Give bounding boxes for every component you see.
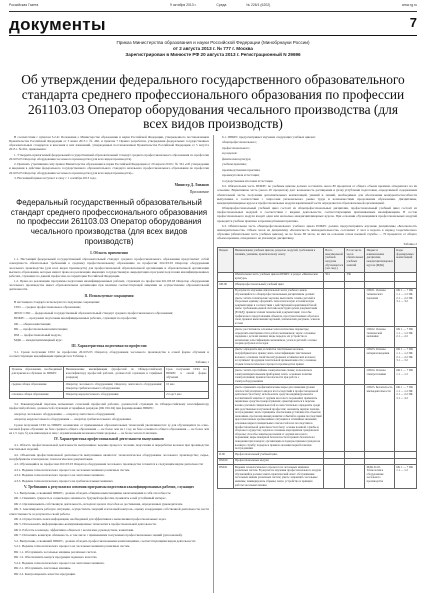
paragraph: 4.1. Область профессиональной деятельности выпускников: ведение процесса чесания, подготовки и переработки волокон при производстве текстильных изделий. bbox=[9, 443, 209, 452]
table-cell bbox=[345, 347, 365, 368]
table-cell: ОК 1 — 7 ПК 1.1 — 1.2 bbox=[395, 368, 417, 385]
paragraph: 1.1. Настоящий федеральный государственный образовательный стандарт среднего профессионального образования представляет собой совокупность обязательных требований к среднему профессиональному образованию по профессии 261103.03 Оператор оборудования чесального производства (для всех видов производств) для профессиональной образовательной организации и образовательной организации высшего образования, которые имеют право на реализацию имеющих государственную аккредитацию программ подготовки квалифицированных рабочих, служащих по данной профессии, на территории Российской Федерации. bbox=[9, 257, 209, 278]
table-cell: ОК 1 — 7 ПК 1.1 — 1.2 ПК 2.1 — 2.2 ПК 3.1 — 3.2 bbox=[395, 347, 417, 368]
right-column bbox=[217, 135, 417, 593]
table-cell bbox=[324, 385, 345, 452]
paragraph: ОК 7. Исполнять воинскую обязанность, в том числе с применением полученных профессиональных знаний (для юношей). bbox=[14, 533, 183, 538]
paragraph: ОК 1. Понимать сущность и социальную значимость будущей профессии, проявлять к ней устойчивый интерес. bbox=[14, 496, 167, 501]
paragraph: физическая культура; bbox=[222, 156, 252, 161]
paragraph: ОК — общая компетенция; bbox=[14, 321, 51, 326]
order-date: от 2 августа 2013 г. № 777 г. Москва bbox=[172, 46, 253, 52]
table-cell: ОП.03. Основы материаловедения bbox=[365, 347, 395, 368]
paragraph: 4.3. Обучающийся по профессии 261103.03 Оператор оборудования чесального производства готовится к следующим видам деятельности: bbox=[14, 462, 204, 467]
table-cell: ОК 1 — 7 ПК 1.1 — 1.2 bbox=[395, 464, 417, 488]
paragraph: 4.2. Объектами профессиональной деятельности выпускников являются: технологическое оборудование чесального производства; сырье, полуфабрикаты и материалы; технологическая документация. bbox=[9, 452, 209, 461]
paragraph: ОК 2. Организовывать собственную деятельность, исходя из цели и способов ее достижения, определенных руководителем. bbox=[14, 501, 184, 506]
table-cell: 504 bbox=[324, 272, 345, 282]
table-cell bbox=[218, 385, 234, 452]
table-cell: основное общее образование bbox=[10, 392, 64, 399]
paragraph: Общепрофессиональный учебный цикл состоит из общепрофессиональных дисциплин, профессиональный учебный цикл состоит из профессиональных модулей в соответствии с видами деятельности, соответствующими присваиваемым квалификациям. В состав профессионального модуля входит один или несколько междисциплинарных курсов. При освоении обучающимися профессиональных модулей проводятся учебная практика и производственная практика. bbox=[217, 206, 417, 223]
publication-name: Российская Газета bbox=[9, 3, 39, 7]
table-cell bbox=[395, 272, 417, 282]
paragraph: ПК 2.2. Контролировать качество продукции. bbox=[14, 571, 76, 576]
table-cell: ОК 1 — 7 ПК 1.1 — 1.2 ПК 2.1 — 2.2 ПК 3.1 — 3.2 bbox=[395, 385, 417, 452]
table-cell bbox=[324, 288, 345, 327]
paragraph: государственная итоговая аттестация. bbox=[222, 178, 274, 183]
paragraph: оператор чесального оборудования — оператор ленточного оборудования; bbox=[14, 411, 116, 416]
paragraph: ОК 3. Анализировать рабочую ситуацию, осуществлять текущий и итоговый контроль, оценку и коррекцию собственной деятельности, нести ответственность за результаты своей работы. bbox=[9, 507, 209, 516]
table-cell: ОП.00 bbox=[218, 282, 234, 288]
table-cell: ПМ.01 bbox=[218, 464, 234, 488]
section-3-title: III. Характеристика подготовки по профессии bbox=[71, 344, 147, 349]
section-5-text bbox=[9, 491, 209, 576]
paragraph: СПО — среднее профессиональное образование; bbox=[14, 305, 81, 310]
document-headline: Об утверждении федерального государственного образовательного стандарта среднего профессионального образования по профессии 261103.03 Оператор оборудования чесального производства (для всех видов производств) bbox=[21, 72, 405, 132]
header-rule bbox=[9, 11, 417, 12]
paragraph: 4.3.1. Ведение технологического процесса на чесальных машинах различных систем. bbox=[14, 467, 131, 472]
issue-date: 9 октября 2013 г. bbox=[169, 3, 197, 7]
table-cell: уметь: читать простейшие электрические схемы; пользоваться электроизмерительными приборами; знать: основные понятия электротехники; правила безопасности при работе с электрооборудованием bbox=[233, 368, 323, 385]
running-header bbox=[9, 3, 417, 11]
table-cell: Профессиональные модули bbox=[233, 458, 323, 464]
paragraph: 3. Настоящий приказ вступает в силу с 1 сентября 2013 года. bbox=[14, 176, 97, 181]
table-cell: Наименование квалификации (профессий по Общероссийскому классификатору профессий рабочих, должностей служащих и тарифных разрядов) bbox=[64, 367, 164, 381]
table-cell: Ведение технологического процесса на чесальных машинах различных систем. В результате изучения профессионального модуля обучающийся должен: иметь практический опыт: обслуживания чесальных машин различных систем; уметь: заправлять чесальные машины; ликвидировать обрывы; знать: устройство и принцип работы чесальных машин bbox=[233, 464, 323, 488]
order-issuer: Приказ Министерства образования и науки Российской Федерации (Минобрнауки России) bbox=[116, 40, 310, 45]
issue-weekday: Среда bbox=[216, 3, 227, 7]
section-title: документы bbox=[9, 15, 106, 34]
table-cell: ПМ.00 bbox=[218, 458, 234, 464]
paragraph: 4.3.3. Ведение технологического процесса на гребнечесальных машинах. bbox=[14, 478, 114, 483]
table-cell: ОК 1 — 7 ПК 1.1 — 1.2 ПК 2.1 — 2.2 bbox=[395, 327, 417, 348]
section-5-title: V. Требования к результатам освоения программы подготовки квалифицированных рабочих, служащих bbox=[23, 484, 195, 489]
paragraph: ПК 1.1. Обслуживать чесальные машины различных систем. bbox=[14, 549, 97, 554]
paragraph: оператор кардочесального оборудования — оператор гребнечесального оборудования. bbox=[14, 417, 132, 422]
paragraph: В настоящем стандарте используются следующие сокращения: bbox=[14, 299, 100, 304]
table-cell bbox=[218, 347, 234, 368]
paragraph: 1.2. Право на реализацию программы подготовки квалифицированных рабочих, служащих по профессии 261103.03 Оператор оборудования чесального производства имеет образовательная организация при наличии соответствующей лицензии на осуществление образовательной деятельности. bbox=[9, 279, 209, 292]
table-cell: 336 bbox=[345, 272, 365, 282]
paragraph: ОК 6. Работать в команде, эффективно общаться с коллегами, руководством, клиентами. bbox=[14, 527, 135, 532]
table-cell bbox=[345, 464, 365, 488]
table-cell: Уровень образования, необходимый для приема на обучение по ППКРС bbox=[10, 367, 64, 381]
site-url: www.rg.ru bbox=[401, 3, 417, 7]
table-cell: ОП.05. Безопасность жизнедеятельности bbox=[365, 385, 395, 452]
table-row bbox=[218, 327, 417, 348]
paragraph: 6.1. ППКРС предусматривает изучение следующих учебных циклов: bbox=[222, 135, 316, 139]
section-3-continued bbox=[9, 402, 209, 435]
column-divider bbox=[213, 135, 214, 593]
column-header: Индекс и наименование дисциплин, междисциплинарных курсов (МДК) bbox=[365, 248, 395, 272]
table-1-caption: Таблица 1 bbox=[195, 360, 209, 365]
paragraph: ПК — профессиональная компетенция; bbox=[14, 327, 68, 332]
table-row bbox=[218, 272, 417, 282]
table-cell: Обязательная часть учебных циклов ППКРС и раздел «Физическая культура» bbox=[233, 272, 323, 282]
table-cell: ОП.04. Основы электротехники bbox=[365, 368, 395, 385]
paragraph: профессионального; bbox=[222, 145, 250, 150]
table-cell bbox=[324, 464, 345, 488]
section-1-title: I. Область применения bbox=[90, 251, 128, 256]
paragraph: 5.2. Выпускник, освоивший ППКРС, должен обладать профессиональными компетенциями, соответствующими видам деятельности: bbox=[14, 538, 196, 543]
table-cell bbox=[324, 327, 345, 348]
column-header: В том числе часов обязательных учебных занятий bbox=[345, 248, 365, 272]
qualification-table bbox=[9, 366, 209, 399]
standard-title: Федеральный государственный образовательный стандарт среднего профессионального образования по профессии 261103.03 Оператор оборудования чесального производства (для всех видов производств) bbox=[10, 198, 208, 246]
paragraph: 5.1. Выпускник, освоивший ППКРС, должен обладать общими компетенциями, включающими в себя способность: bbox=[14, 490, 172, 495]
intro-paragraphs bbox=[9, 135, 209, 180]
paragraph: В соответствии с пунктом 5.2.41 Положения о Министерстве образования и науки Российской Федерации, утвержденного постановлением Правительства Российской Федерации от 3 июня 2013 г. № 466, и пунктом 7 Правил разработки, утверждения федеральных государственных образовательных стандартов и внесения в них изменений, утвержденных постановлением Правительства Российской Федерации от 5 августа 2013 г. № 661, приказываю: bbox=[9, 135, 209, 152]
table-row bbox=[218, 385, 417, 452]
paragraph: производственная практика; bbox=[222, 167, 261, 172]
table-cell bbox=[324, 368, 345, 385]
table-cell: 10 мес. bbox=[164, 381, 208, 392]
table-cell bbox=[218, 288, 234, 327]
appendix-label: Приложение bbox=[189, 190, 209, 195]
table-row bbox=[218, 347, 417, 368]
table-cell bbox=[365, 272, 395, 282]
paragraph: ОК 4. Осуществлять поиск информации, необходимой для эффективного выполнения профессиональных задач. bbox=[14, 516, 167, 521]
table-cell: ОП.02. Основы технической механики bbox=[365, 327, 395, 348]
paragraph: ФГОС СПО — федеральный государственный образовательный стандарт среднего профессионального образования; bbox=[14, 310, 173, 315]
table-cell: уметь: применять профилактические меры для снижения уровня опасностей различного вида и их последствий в профессиональной деятельности и быту; использовать средства индивидуальной и коллективной защиты от оружия массового поражения; применять первичные средства пожаротушения; ориентироваться в перечне военно-учетных специальностей и самостоятельно определять среди них родственные полученной профессии; оказывать первую помощь пострадавшим; знать: принципы обеспечения устойчивости объектов экономики, прогнозирования развития событий и оценки последствий при техногенных чрезвычайных ситуациях и стихийных явлениях; основные виды потенциальных опасностей и их последствия в профессиональной деятельности и быту; основы военной службы и обороны государства; задачи и основные мероприятия гражданской обороны; способы защиты населения от оружия массового поражения; меры пожарной безопасности и правила безопасного поведения при пожарах; организацию и порядок призыва граждан на военную службу; порядок и правила оказания первой помощи пострадавшим bbox=[234, 385, 322, 451]
table-row bbox=[218, 464, 417, 488]
table-cell: Оператор чесального оборудования; Оператор ленточного оборудования; Оператор гребнечесального оборудования bbox=[64, 381, 164, 392]
order-header bbox=[60, 40, 366, 59]
table-row bbox=[10, 381, 209, 392]
paragraph: 5.2.1. Ведение технологического процесса на чесальных машинах различных систем. bbox=[14, 544, 131, 549]
paragraph: 3.1. Сроки получения СПО по профессии 261103.03 Оператор оборудования чесального производства в очной форме обучения и соответствующие квалификации приводятся в Таблице 1. bbox=[9, 350, 209, 359]
paragraph: 6.2. Обязательная часть ППКРС по учебным циклам должна составлять около 80 процентов от общего объема времени, отведенного на их освоение. Вариативная часть (около 20 процентов) дает возможность расширения и (или) углубления подготовки, определяемой содержанием обязательной части, получения дополнительных компетенций, умений и знаний, необходимых для обеспечения конкурентоспособности выпускника в соответствии с запросами регионального рынка труда и возможностями продолжения образования. Дисциплины, междисциплинарные курсы и профессиональные модули вариативной части определяются образовательной организацией. bbox=[217, 184, 417, 205]
section-4-text bbox=[9, 443, 209, 483]
paragraph: ПК 1.2. Обеспечивать выпуск продукции заданного качества. bbox=[14, 555, 98, 560]
table-cell: Общепрофессиональный учебный цикл bbox=[233, 282, 323, 288]
table-cell bbox=[218, 272, 234, 282]
table-cell: среднее общее образование bbox=[10, 381, 64, 392]
paragraph: 6.3. Обязательная часть общепрофессионального учебного цикла ППКРС должна предусматривать изучение дисциплины «Безопасность жизнедеятельности». Объем часов на дисциплину «Безопасность жизнедеятельности» составляет 2 часа в неделю в период теоретического обучения (обязательная часть учебных циклов), но не более 68 часов, из них на освоение основ военной службы — 70 процентов от общего объема времени, отведенного на указанную дисциплину. bbox=[217, 223, 417, 241]
section-1-text bbox=[9, 257, 209, 291]
table-cell: П.00 bbox=[218, 452, 234, 458]
table-row bbox=[218, 368, 417, 385]
curriculum-table bbox=[217, 247, 417, 489]
paragraph: Сроки получения СПО по ППКРС независимо от применяемых образовательных технологий увеличиваются: а) для обучающихся по очно-заочной форме обучения: на базе среднего общего образования — не более чем на 1 год; на базе основного общего образования — не более чем на 1,5 года; б) для инвалидов и лиц с ограниченными возможностями здоровья — не более чем на 6 месяцев. bbox=[9, 422, 209, 435]
paragraph: 3.2. Рекомендуемый перечень возможных сочетаний профессий рабочих, должностей служащих по Общероссийскому классификатору профессий рабочих, должностей служащих и тарифных разрядов (ОК 016-94) при формировании ППКРС: bbox=[9, 402, 209, 411]
paragraph: ПК 2.1. Обслуживать ленточные машины. bbox=[14, 566, 72, 571]
table-cell: ОК 1 — 7 ПК 1.1 — 1.2 ПК 2.1 — 2.2 ПК 3.1 — 3.2 bbox=[395, 288, 417, 327]
section-4-title: IV. Характеристика профессиональной деятельности выпускников bbox=[54, 437, 164, 442]
paragraph: 4.3.2. Ведение технологического процесса на ленточных машинах. bbox=[14, 473, 105, 478]
paragraph: 5.2.2. Ведение технологического процесса на ленточных машинах. bbox=[14, 560, 105, 565]
table-cell bbox=[218, 327, 234, 348]
table-cell: В результате изучения обязательной части учебного цикла обучающийся по общепрофессиональным дисциплинам должен: уметь: читать технические чертежи, выполнять эскизы деталей и сборочных единиц; оформлять технологическую и техническую документацию в соответствии с действующей нормативной базой; знать: требования единой системы конструкторской документации (ЕСКД); правила чтения технической документации; способы графического представления объектов, пространственных образов и схем; правила выполнения чертежей, технических рисунков, эскизов и схем bbox=[233, 288, 323, 327]
paragraph: и разделов: bbox=[222, 151, 238, 156]
table-cell: уметь: определять вид и свойства текстильных волокон, полуфабрикатов и пряжи; знать: классификацию текстильных волокон; основные свойства натуральных и химических волокон; ассортимент продукции текстильной промышленности; основные стадии технологического процесса производства пряжи bbox=[233, 347, 323, 368]
section-rule bbox=[9, 35, 417, 36]
section-6-text bbox=[217, 135, 417, 240]
table-cell: Срок получения СПО по ППКРС в очной форме обучения bbox=[164, 367, 208, 381]
table-cell: ОП.01. Основы технического черчения bbox=[365, 288, 395, 327]
paragraph: общепрофессионального; bbox=[222, 140, 257, 145]
issue-number: № 226/1 (6202) bbox=[246, 3, 271, 7]
column-header: Всего максимальной учебной нагрузки обучающегося (час./нед.) bbox=[325, 248, 344, 271]
paragraph: ОК 5. Использовать информационно-коммуникационные технологии в профессиональной деятельности. bbox=[14, 522, 157, 527]
column-header: Коды формируемых компетенций bbox=[395, 248, 417, 272]
table-row bbox=[10, 392, 209, 399]
paragraph: ППКРС — программа подготовки квалифицированных рабочих, служащих по профессии; bbox=[14, 316, 137, 321]
table-row bbox=[218, 288, 417, 327]
table-cell bbox=[345, 385, 365, 452]
table-cell bbox=[345, 327, 365, 348]
table-cell bbox=[345, 288, 365, 327]
table-cell bbox=[324, 347, 345, 368]
table-cell: Профессиональный учебный цикл bbox=[233, 452, 323, 458]
paragraph: 2. Признать утратившим силу приказ Министерства образования и науки Российской Федерации от 20 апреля 2010 г. № 361 «Об утверждении и введении в действие федерального государственного образовательного стандарта начального профессионального образования по профессии 261103.03 Оператор оборудования чесального производства (для всех видов производств)». bbox=[9, 162, 209, 175]
table-cell bbox=[345, 368, 365, 385]
paragraph: 1. Утвердить прилагаемый федеральный государственный образовательный стандарт среднего профессионального образования по профессии 261103.03 Оператор оборудования чесального производства (для всех видов производств). bbox=[9, 152, 209, 161]
table-2-caption: Таблица 2 bbox=[403, 242, 417, 247]
issue-info bbox=[170, 3, 270, 11]
minister-signature: Министр Д. Ливанов bbox=[174, 183, 209, 188]
order-registration: Зарегистрирован в Минюсте РФ 20 августа 2013 г. Регистрационный N 29696 bbox=[125, 52, 301, 58]
table-cell: 2 года 5 мес. bbox=[164, 392, 208, 399]
paragraph: промежуточная аттестация; bbox=[222, 173, 260, 178]
table-header-row bbox=[218, 248, 417, 272]
section-2-title: II. Используемые сокращения bbox=[84, 293, 134, 298]
section-3-text bbox=[9, 350, 209, 358]
left-column bbox=[9, 135, 209, 593]
paragraph: учебная практика; bbox=[222, 162, 247, 167]
section-2-text bbox=[9, 300, 209, 342]
table-cell bbox=[218, 368, 234, 385]
paragraph: ПМ — профессиональный модуль; bbox=[14, 332, 62, 337]
column-header: Наименование учебных циклов, разделов, модулей, требования к знаниям, умениям, практическому опыту bbox=[233, 248, 323, 272]
page-number: 7 bbox=[409, 15, 417, 30]
column-header: Индекс bbox=[218, 248, 234, 272]
table-row bbox=[10, 367, 209, 381]
table-cell: уметь: рассчитывать основные технологические параметры; определять неисправности в работе механизмов; знать: основные сведения о деталях машин; виды передач, их устройство и назначение; классификацию механизмов, узлов и деталей; основы теории допусков и посадок bbox=[233, 327, 323, 348]
table-cell: Оператор кардочесального оборудования bbox=[64, 392, 164, 399]
table-cell: МДК.01.01. Технология и оборудование чесального производства bbox=[365, 464, 395, 488]
paragraph: МДК — междисциплинарный курс. bbox=[14, 337, 63, 342]
